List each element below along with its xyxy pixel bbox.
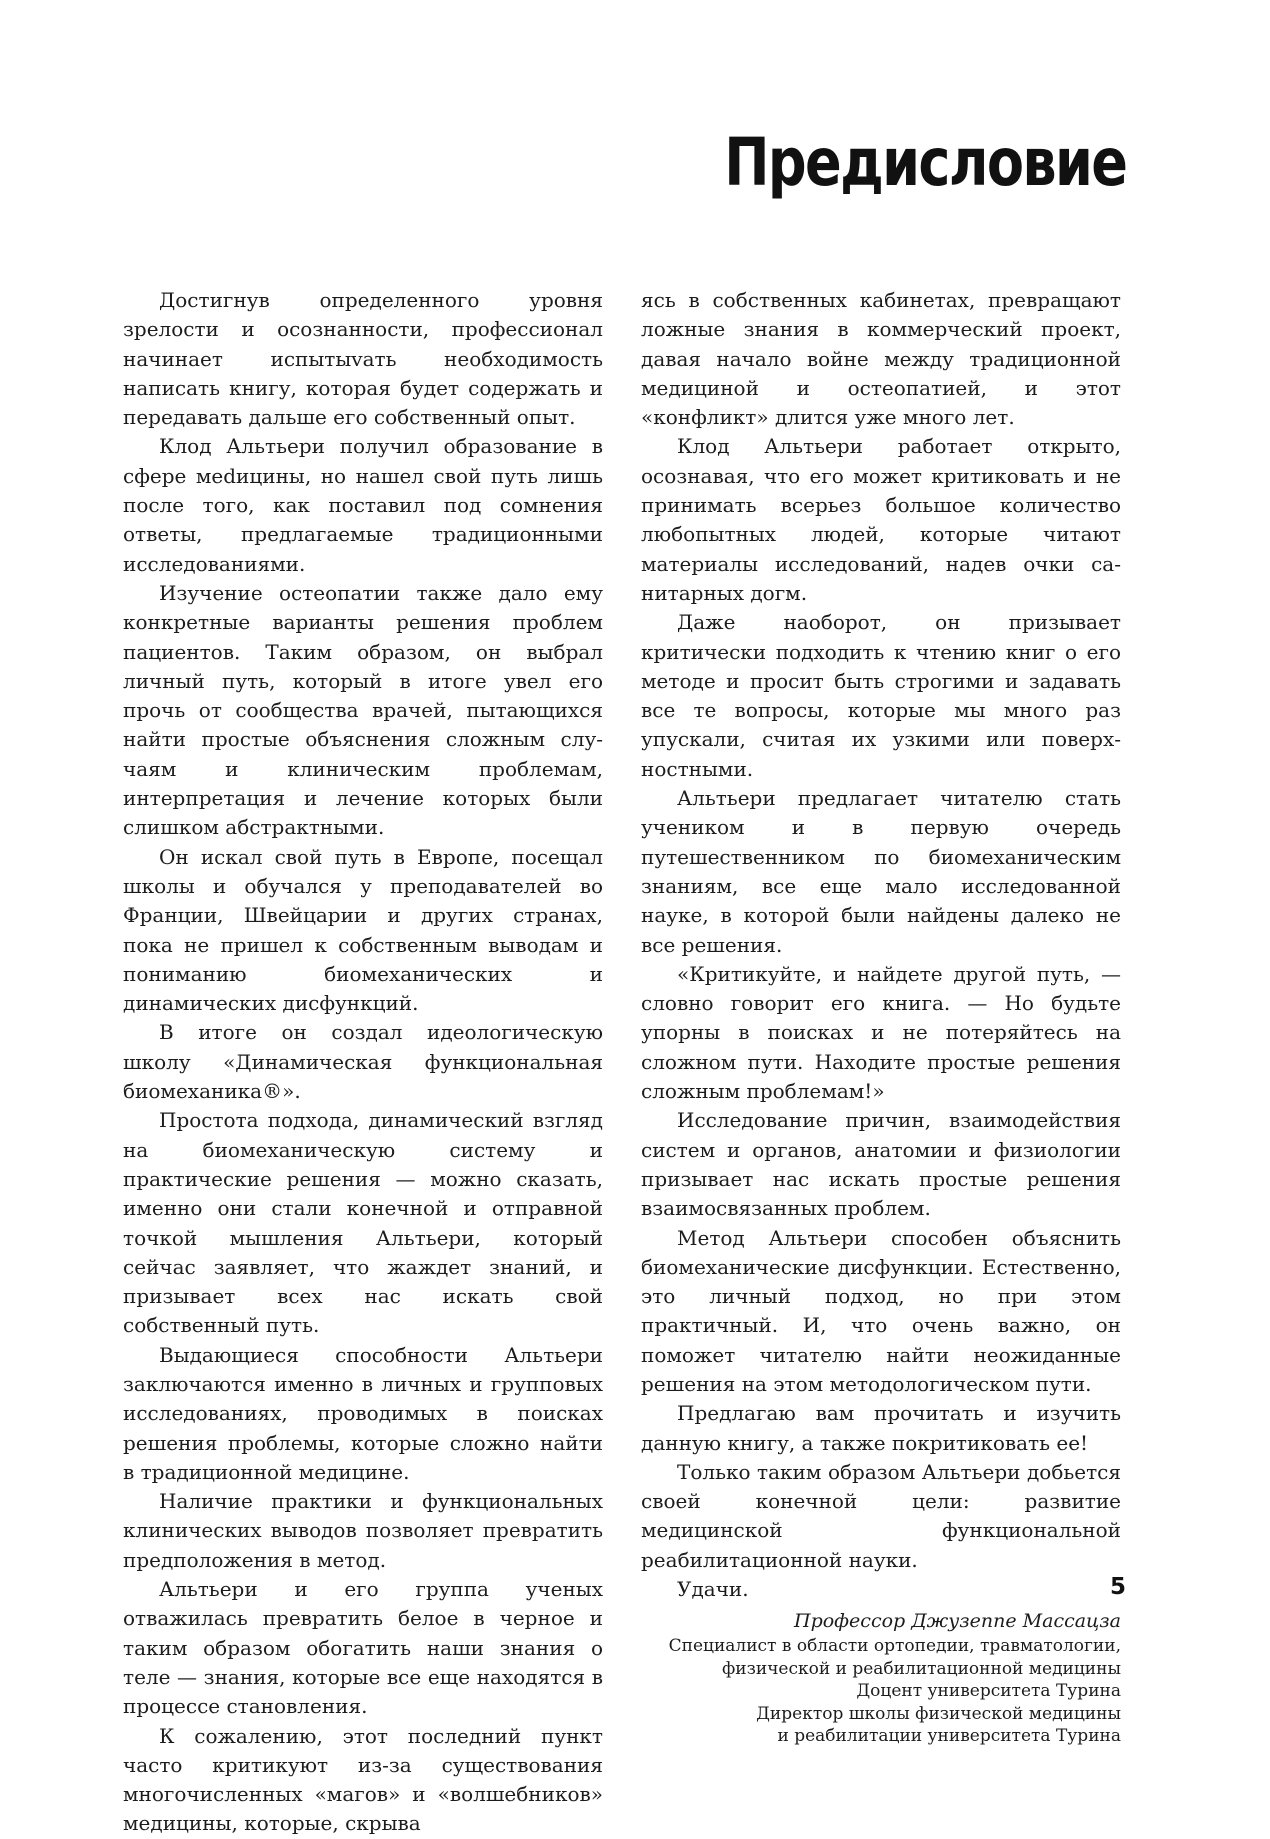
paragraph: Альтьери и его группа ученых отважилась превратить белое в черное и таким образом обогатить наши знания о теле — знания, которые все еще находятся в процессе становления. <box>123 1577 603 1719</box>
paragraph: Альтьери предлагает читателю стать учеником и в первую очередь путешественником по биомеханическим знаниям, все еще мало исследованной науке, в которой были найдены далеко не все решения. <box>641 786 1121 957</box>
paragraph: Достигнув определенного уровня зрелости и осознанности, профессионал начинает испытыvать необходимость написать книгу, которая будет содержать и передавать дальше его собственный опыт. <box>123 288 603 430</box>
paragraph: Клод Альтьери получил образование в сфере меdицины, но нашел свой путь лишь после того, как поставил под сомнения ответы, предлагаемые традиционными исследованиями. <box>123 434 603 576</box>
author-credential: физической и реабилитационной медицины <box>721 1658 1121 1679</box>
left-column <box>123 286 603 1839</box>
paragraph: Даже наоборот, он призывает критически подходить к чтению книг о его методе и просит быть строгими и задавать все те вопросы, которые мы много раз упускали, считая их узкими или поверхностными. <box>641 610 1121 781</box>
author-name: Профессор Джузеппе Массацза <box>794 1610 1121 1633</box>
page-title: Предисловие <box>723 124 1126 201</box>
paragraph: Метод Альтьери способен объяснить биомеханические дисфункции. Естественно, это личный подход, но при этом практичный. И, что очень важно, он поможет читателю найти неожиданные решения на этом методологическом пути. <box>641 1225 1121 1396</box>
paragraph: К сожалению, этот последний пункт часто критикуют из-за существования многочисленных «магов» и «волшебников» медицины, которые, скрыва <box>123 1723 603 1836</box>
paragraph: В итоге он создал идеологическую школу «Динамическая функциональная биомеханика®». <box>123 1020 603 1104</box>
paragraph: Наличие практики и функциональных клинических выводов позволяет превратить предположения в метод. <box>123 1489 603 1572</box>
paragraph: Предлагаю вам прочитать и изучить данную книгу, а также покритиковать ее! <box>641 1401 1121 1455</box>
paragraph: Простота подхода, динамический взгляд на биомеханическую систему и практические решения — можно сказать, именно они стали конечной и отправной точкой мышления Альтьери, который сейчас заявляет, что жаждет знаний, и призывает всех нас искать свой собственный путь. <box>123 1108 603 1338</box>
paragraph: Клод Альтьери работает открыто, осознавая, что его может критиковать и не принимать всерьез большое количество любопытных людей, которые читают материалы исследований, надев очки санитарных догм. <box>641 434 1121 605</box>
author-credential: Доцент университета Турина <box>856 1681 1121 1702</box>
page-number: 5 <box>1109 1574 1126 1600</box>
paragraph: Только таким образом Альтьери добьется своей конечной цели: развитие медицинской функциональной реабилитационной науки. <box>641 1459 1121 1572</box>
author-credential: Специалист в области ортопедии, травматологии, <box>668 1636 1121 1657</box>
paragraph: «Критикуйте, и найдете другой путь, — словно говорит его книга. — Но будьте упорны в поисках и не потеряйтесь на сложном пути. Находите простые решения сложным проблемам!» <box>641 961 1121 1104</box>
paragraph: Исследование причин, взаимодействия систем и органов, анатомии и физиологии призывает нас искать простые решения взаимосвязанных проблем. <box>641 1108 1121 1221</box>
paragraph: Изучение остеопатии также дало ему конкретные варианты решения проблем пациентов. Таким образом, он выбрал личный путь, который в итоге увел его прочь от сообщества врачей, пытающихся найти простые объяснения сложным случаям и клиническим проблемам, интерпретация и лечение которых были слишком абстрактными. <box>123 580 603 840</box>
author-credential: Директор школы физической медицины <box>756 1703 1121 1724</box>
paragraph: Выдающиеся способности Альтьери заключаются именно в личных и групповых исследованиях, проводимых в поисках решения проблемы, которые сложно найти в традиционной медицине. <box>123 1342 603 1484</box>
author-credential: и реабилитации университета Турина <box>777 1726 1121 1747</box>
paragraph-continuation: ясь в собственных кабинетах, превращают ложные знания в коммерческий проект, давая начало войне между традиционной медициной и остеопатией, и этот «конфликт» длится уже много лет. <box>641 288 1121 430</box>
signature-block <box>641 1608 1121 1748</box>
paragraph: Он искал свой путь в Европе, посещал школы и обучался у преподавателей во Франции, Швейцарии и других странах, пока не пришел к собственным выводам и пониманию биомеханических и динамических дисфункций. <box>123 844 603 1016</box>
paragraph: Удачи. <box>677 1577 749 1602</box>
right-column <box>641 286 1121 1748</box>
